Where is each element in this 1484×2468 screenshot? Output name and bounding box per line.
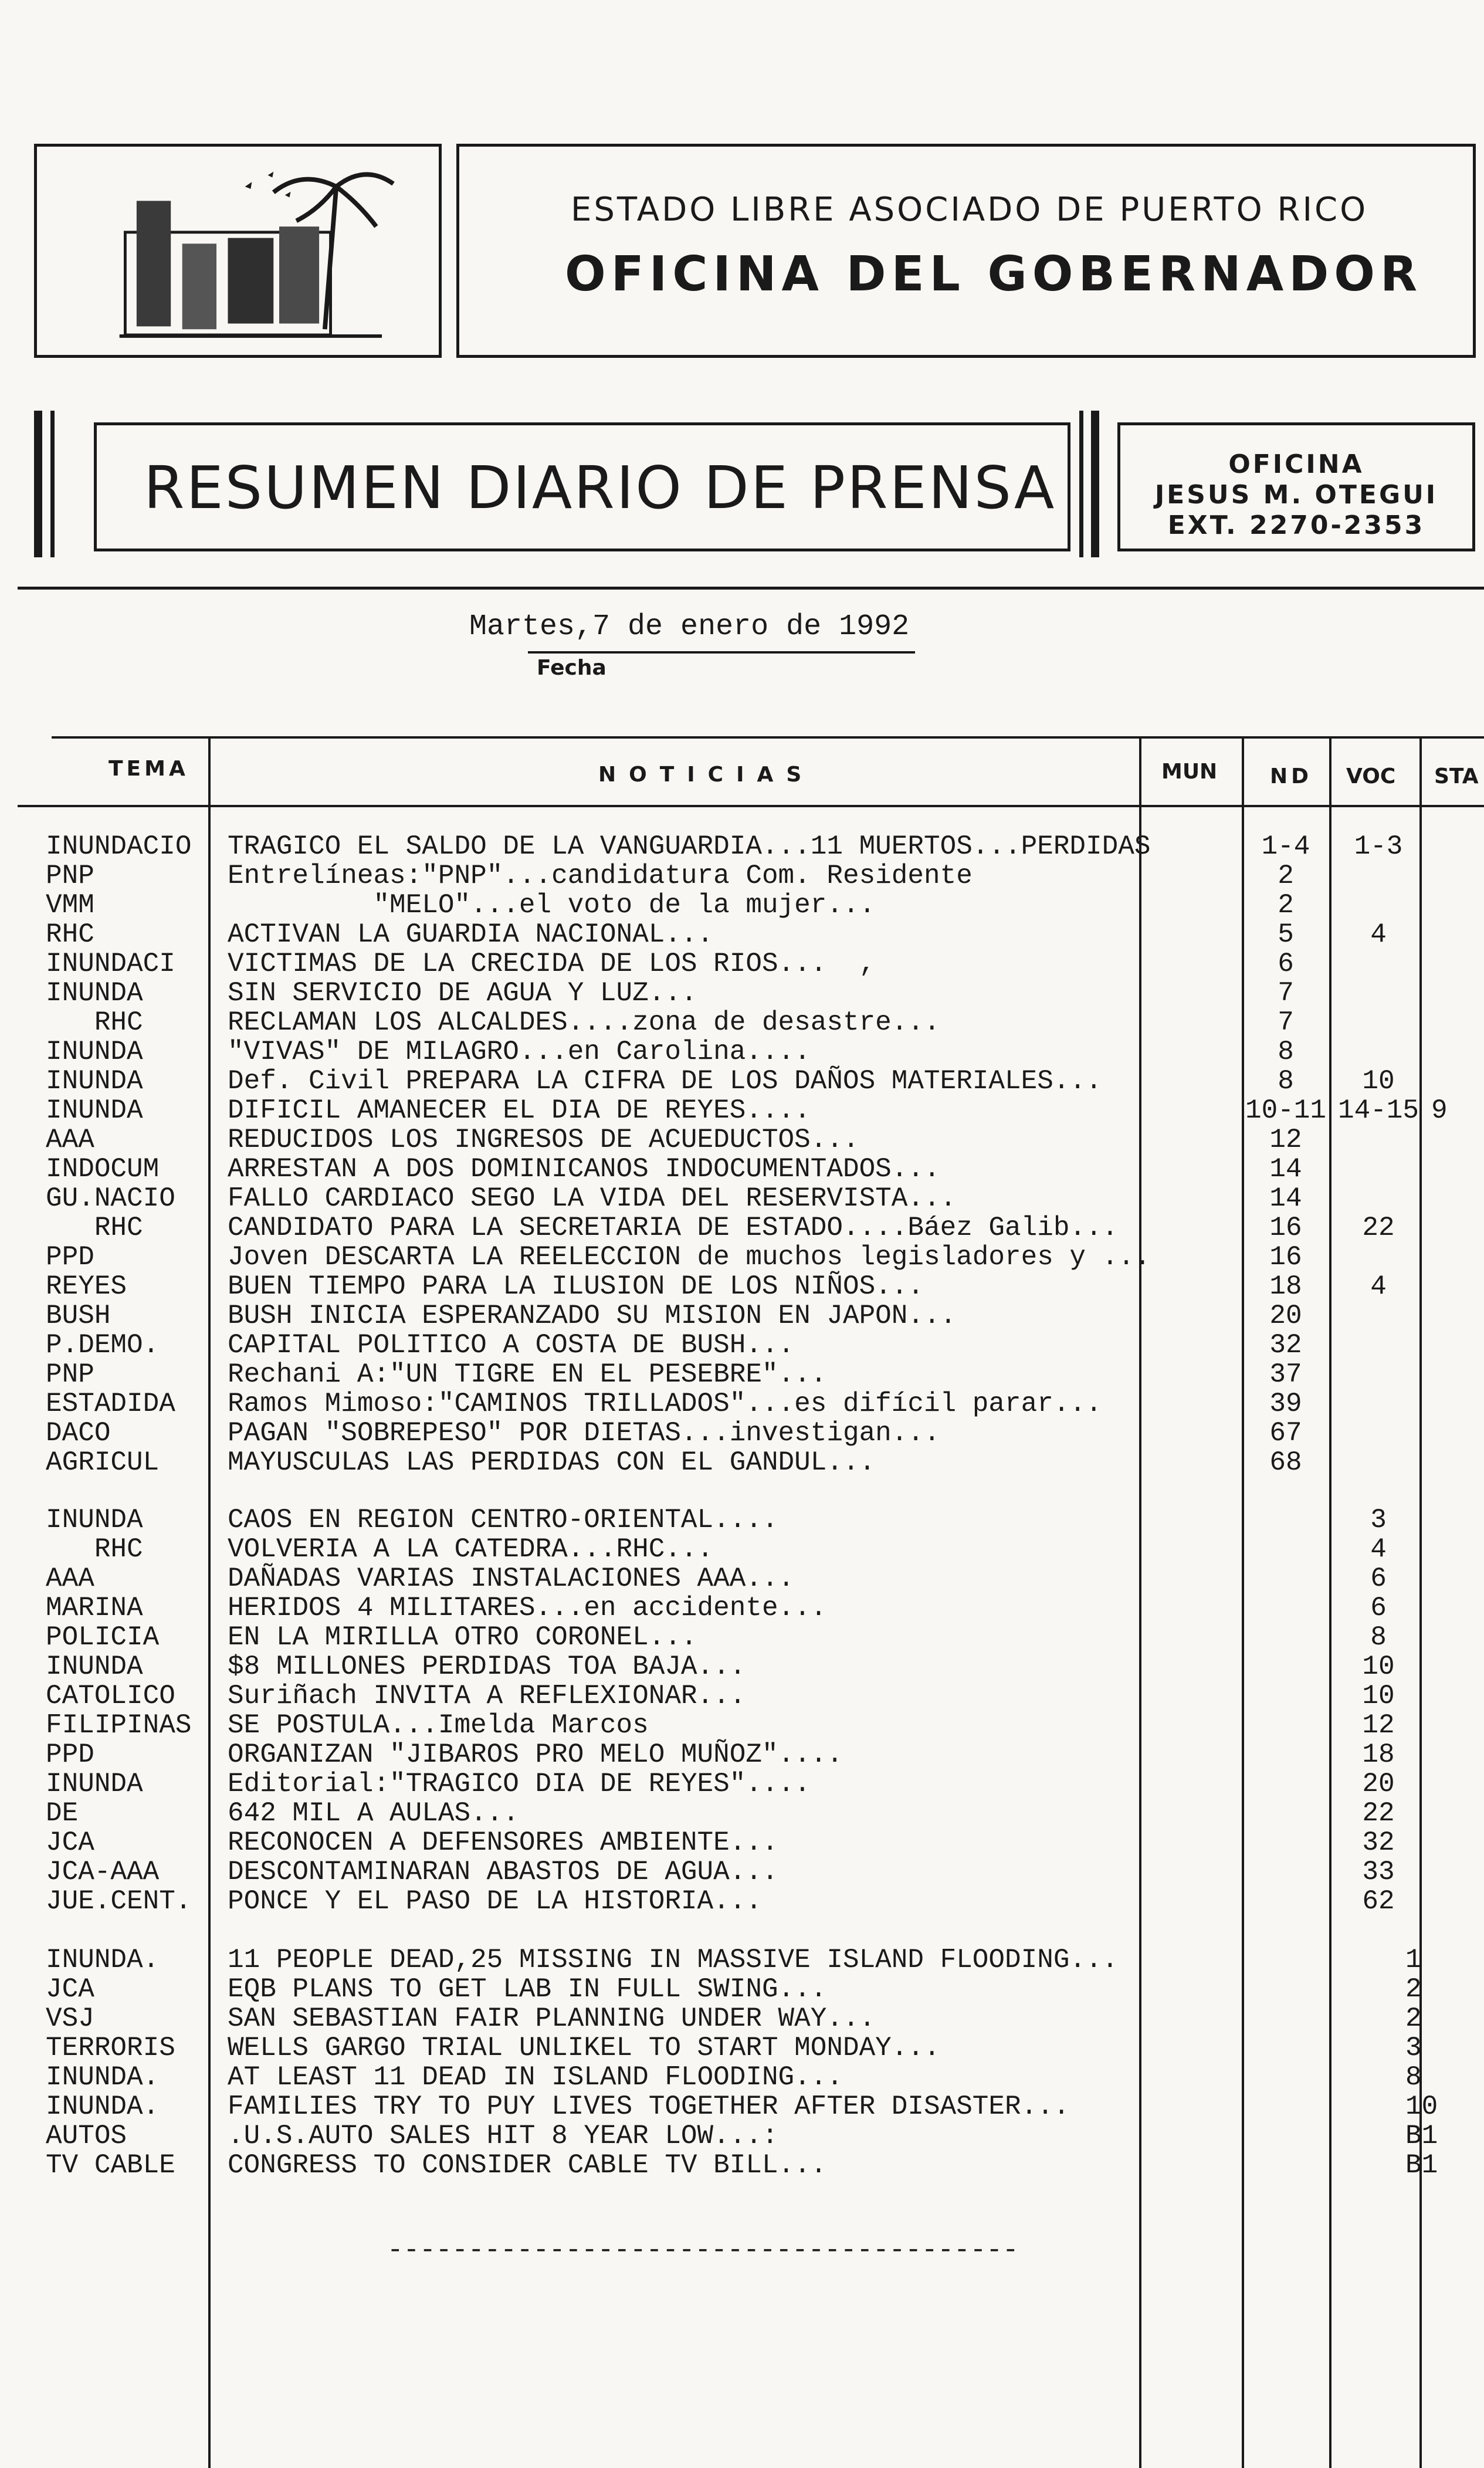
cell-tema: PNP [46, 861, 94, 891]
cell-tema: TV CABLE [46, 2150, 175, 2181]
document-title: RESUMEN DIARIO DE PRENSA [144, 453, 1056, 522]
table-top-rule [52, 736, 1484, 739]
cell-noticia: DESCONTAMINARAN ABASTOS DE AGUA... [228, 1857, 778, 1887]
cell-tema: INUNDA [46, 1066, 143, 1096]
cell-noticia: TRAGICO EL SALDO DE LA VANGUARDIA...11 MUERTOS...PERDIDAS [228, 831, 1151, 862]
cell-sta: 3 [1405, 2033, 1422, 2063]
col-sta: STA [1434, 764, 1479, 788]
report-date: Martes,7 de enero de 1992 [469, 610, 910, 644]
cell-tema: RHC [46, 919, 94, 950]
cell-tema: INUNDA [46, 1037, 143, 1067]
cell-noticia: VICTIMAS DE LA CRECIDA DE LOS RIOS... , [228, 949, 876, 979]
cell-voc: 1-3 [1354, 831, 1403, 862]
cell-tema: AAA [46, 1563, 94, 1594]
cell-voc: 32 [1362, 1827, 1395, 1858]
cell-nd: 8 [1278, 1066, 1294, 1096]
cell-tema: JCA [46, 1827, 94, 1858]
cell-noticia: PAGAN "SOBREPESO" POR DIETAS...investigan... [228, 1418, 940, 1448]
cell-tema: RHC [46, 1534, 143, 1565]
cell-noticia: SIN SERVICIO DE AGUA Y LUZ... [228, 978, 697, 1008]
cell-voc: 3 [1370, 1505, 1387, 1535]
cell-noticia: Rechani A:"UN TIGRE EN EL PESEBRE"... [228, 1359, 827, 1390]
cell-voc: 18 [1362, 1739, 1395, 1770]
footer-rule: --------------------------------------- [387, 2235, 1019, 2266]
cell-tema: GU.NACIO [46, 1183, 175, 1214]
cell-voc: 22 [1362, 1213, 1395, 1243]
cell-voc: 8 [1370, 1622, 1387, 1653]
cell-tema: AAA [46, 1125, 94, 1155]
cell-noticia: CAPITAL POLITICO A COSTA DE BUSH... [228, 1330, 795, 1360]
cell-voc: 20 [1362, 1769, 1395, 1799]
cell-sta: 8 [1405, 2062, 1422, 2093]
col-voc: VOC [1346, 764, 1396, 788]
cell-noticia: "MELO"...el voto de la mujer... [228, 890, 876, 920]
cell-tema: INUNDACI [46, 949, 175, 979]
cell-voc: 62 [1362, 1886, 1395, 1917]
cell-noticia: BUSH INICIA ESPERANZADO SU MISION EN JAPON... [228, 1301, 957, 1331]
cell-voc: 10 [1362, 1066, 1395, 1096]
cell-voc: 14-15 [1337, 1095, 1419, 1126]
cell-tema: INDOCUM [46, 1154, 160, 1184]
cell-tema: INUNDA [46, 1505, 143, 1535]
cell-noticia: 11 PEOPLE DEAD,25 MISSING IN MASSIVE ISLAND FLOODING... [228, 1945, 1119, 1975]
cell-noticia: HERIDOS 4 MILITARES...en accidente... [228, 1593, 827, 1623]
cell-tema: REYES [46, 1271, 127, 1302]
cell-tema: INUNDA. [46, 2091, 160, 2122]
cell-nd: 10-11 [1245, 1095, 1327, 1126]
cell-tema: INUNDA [46, 1095, 143, 1126]
cell-nd: 5 [1278, 919, 1294, 950]
office-contact-box [1117, 422, 1475, 551]
cell-nd: 68 [1269, 1447, 1302, 1478]
cell-noticia: Entrelíneas:"PNP"...candidatura Com. Residente [228, 861, 973, 891]
office-extension: EXT. 2270-2353 [1167, 510, 1425, 540]
cell-noticia: FAMILIES TRY TO PUY LIVES TOGETHER AFTER DISASTER... [228, 2091, 1070, 2122]
cell-voc: 22 [1362, 1798, 1395, 1829]
cell-tema: AGRICUL [46, 1447, 160, 1478]
logo-box [34, 144, 442, 358]
cell-noticia: AT LEAST 11 DEAD IN ISLAND FLOODING... [228, 2062, 843, 2093]
cell-nd: 67 [1269, 1418, 1302, 1448]
banner-right-bar-2 [1091, 411, 1099, 557]
cell-tema: ESTADIDA [46, 1389, 175, 1419]
cell-nd: 37 [1269, 1359, 1302, 1390]
fortaleza-logo [37, 147, 439, 355]
cell-tema: JUE.CENT. [46, 1886, 192, 1917]
banner-left-bar [34, 411, 42, 557]
cell-tema: MARINA [46, 1593, 143, 1623]
cell-noticia: Def. Civil PREPARA LA CIFRA DE LOS DAÑOS MATERIALES... [228, 1066, 1102, 1096]
cell-sta: 9 [1431, 1095, 1448, 1126]
cell-noticia: EN LA MIRILLA OTRO CORONEL... [228, 1622, 697, 1653]
cell-noticia: Joven DESCARTA LA REELECCION de muchos legisladores y ... [228, 1242, 1151, 1272]
cell-tema: TERRORIS [46, 2033, 175, 2063]
cell-voc: 4 [1370, 1534, 1387, 1565]
cell-voc: 4 [1370, 919, 1387, 950]
cell-voc: 6 [1370, 1593, 1387, 1623]
cell-sta: 2 [1405, 1974, 1422, 2005]
cell-noticia: EQB PLANS TO GET LAB IN FULL SWING... [228, 1974, 827, 2005]
cell-tema: VSJ [46, 2003, 94, 2034]
cell-tema: POLICIA [46, 1622, 160, 1653]
col-mun: MUN [1161, 760, 1218, 784]
cell-nd: 8 [1278, 1037, 1294, 1067]
table-header-rule [18, 805, 1484, 807]
cell-noticia: 642 MIL A AULAS... [228, 1798, 519, 1829]
cell-nd: 18 [1269, 1271, 1302, 1302]
office-label: OFICINA [1228, 449, 1364, 479]
cell-tema: AUTOS [46, 2121, 127, 2151]
office-contact-name: JESUS M. OTEGUI [1154, 480, 1438, 510]
cell-nd: 14 [1269, 1154, 1302, 1184]
cell-noticia: "VIVAS" DE MILAGRO...en Carolina.... [228, 1037, 811, 1067]
col-tema: TEMA [109, 757, 189, 781]
cell-noticia: PONCE Y EL PASO DE LA HISTORIA... [228, 1886, 762, 1917]
cell-noticia: ARRESTAN A DOS DOMINICANOS INDOCUMENTADOS... [228, 1154, 940, 1184]
cell-sta: B1 [1405, 2150, 1438, 2181]
cell-tema: INUNDA [46, 978, 143, 1008]
cell-nd: 16 [1269, 1242, 1302, 1272]
cell-tema: INUNDA [46, 1769, 143, 1799]
cell-noticia: Ramos Mimoso:"CAMINOS TRILLADOS"...es difícil parar... [228, 1389, 1102, 1419]
date-label: Fecha [537, 656, 607, 680]
cell-noticia: SE POSTULA...Imelda Marcos [228, 1710, 649, 1741]
cell-voc: 33 [1362, 1857, 1395, 1887]
col-nd: ND [1270, 764, 1313, 788]
cell-nd: 12 [1269, 1125, 1302, 1155]
cell-nd: 20 [1269, 1301, 1302, 1331]
cell-nd: 14 [1269, 1183, 1302, 1214]
cell-voc: 12 [1362, 1710, 1395, 1741]
cell-sta: B1 [1405, 2121, 1438, 2151]
cell-nd: 2 [1278, 861, 1294, 891]
cell-sta: 1 [1405, 1945, 1422, 1975]
cell-noticia: Editorial:"TRAGICO DIA DE REYES".... [228, 1769, 811, 1799]
cell-noticia: MAYUSCULAS LAS PERDIDAS CON EL GANDUL... [228, 1447, 876, 1478]
banner-right-bar [1079, 411, 1083, 557]
cell-noticia: CANDIDATO PARA LA SECRETARIA DE ESTADO....Báez Galib... [228, 1213, 1119, 1243]
cell-sta: 2 [1405, 2003, 1422, 2034]
cell-tema: JCA-AAA [46, 1857, 160, 1887]
cell-tema: INUNDA [46, 1651, 143, 1682]
banner-box [94, 422, 1070, 551]
cell-nd: 32 [1269, 1330, 1302, 1360]
cell-tema: PNP [46, 1359, 94, 1390]
cell-voc: 10 [1362, 1681, 1395, 1711]
cell-nd: 1-4 [1261, 831, 1310, 862]
cell-nd: 6 [1278, 949, 1294, 979]
cell-tema: PPD [46, 1739, 94, 1770]
cell-nd: 39 [1269, 1389, 1302, 1419]
cell-noticia: DAÑADAS VARIAS INSTALACIONES AAA... [228, 1563, 795, 1594]
governor-office-title: OFICINA DEL GOBERNADOR [565, 246, 1423, 302]
cell-noticia: CAOS EN REGION CENTRO-ORIENTAL.... [228, 1505, 778, 1535]
cell-noticia: WELLS GARGO TRIAL UNLIKEL TO START MONDAY... [228, 2033, 940, 2063]
office-header-box [456, 144, 1476, 358]
cell-voc: 4 [1370, 1271, 1387, 1302]
cell-noticia: DIFICIL AMANECER EL DIA DE REYES.... [228, 1095, 811, 1126]
cell-tema: JCA [46, 1974, 94, 2005]
cell-tema: CATOLICO [46, 1681, 175, 1711]
cell-tema: INUNDA. [46, 2062, 160, 2093]
cell-noticia: RECLAMAN LOS ALCALDES....zona de desastre... [228, 1007, 940, 1038]
cell-noticia: RECONOCEN A DEFENSORES AMBIENTE... [228, 1827, 778, 1858]
banner-left-bar-2 [50, 411, 55, 557]
cell-voc: 6 [1370, 1563, 1387, 1594]
cell-nd: 16 [1269, 1213, 1302, 1243]
cell-tema: RHC [46, 1213, 143, 1243]
table-body [0, 832, 1484, 2416]
cell-noticia: CONGRESS TO CONSIDER CABLE TV BILL... [228, 2150, 827, 2181]
cell-nd: 7 [1278, 978, 1294, 1008]
cell-noticia: .U.S.AUTO SALES HIT 8 YEAR LOW...: [228, 2121, 778, 2151]
cell-tema: INUNDACIO [46, 831, 192, 862]
cell-tema: P.DEMO. [46, 1330, 160, 1360]
col-noticias: NOTICIAS [598, 763, 815, 787]
cell-tema: DE [46, 1798, 79, 1829]
cell-noticia: ACTIVAN LA GUARDIA NACIONAL... [228, 919, 714, 950]
cell-noticia: BUEN TIEMPO PARA LA ILUSION DE LOS NIÑOS... [228, 1271, 924, 1302]
cell-tema: DACO [46, 1418, 111, 1448]
cell-nd: 7 [1278, 1007, 1294, 1038]
cell-tema: RHC [46, 1007, 143, 1038]
cell-nd: 2 [1278, 890, 1294, 920]
cell-noticia: ORGANIZAN "JIBAROS PRO MELO MUÑOZ".... [228, 1739, 843, 1770]
cell-tema: INUNDA. [46, 1945, 160, 1975]
cell-tema: BUSH [46, 1301, 111, 1331]
cell-noticia: FALLO CARDIACO SEGO LA VIDA DEL RESERVISTA... [228, 1183, 957, 1214]
cell-noticia: VOLVERIA A LA CATEDRA...RHC... [228, 1534, 714, 1565]
cell-tema: PPD [46, 1242, 94, 1272]
cell-noticia: Suriñach INVITA A REFLEXIONAR... [228, 1681, 746, 1711]
cell-tema: FILIPINAS [46, 1710, 192, 1741]
cell-sta: 10 [1405, 2091, 1438, 2122]
date-underline [528, 651, 915, 654]
commonwealth-title: ESTADO LIBRE ASOCIADO DE PUERTO RICO [571, 191, 1368, 229]
cell-noticia: SAN SEBASTIAN FAIR PLANNING UNDER WAY... [228, 2003, 876, 2034]
cell-tema: VMM [46, 890, 94, 920]
cell-noticia: $8 MILLONES PERDIDAS TOA BAJA... [228, 1651, 746, 1682]
header-rule [18, 587, 1484, 590]
cell-voc: 10 [1362, 1651, 1395, 1682]
cell-noticia: REDUCIDOS LOS INGRESOS DE ACUEDUCTOS... [228, 1125, 859, 1155]
